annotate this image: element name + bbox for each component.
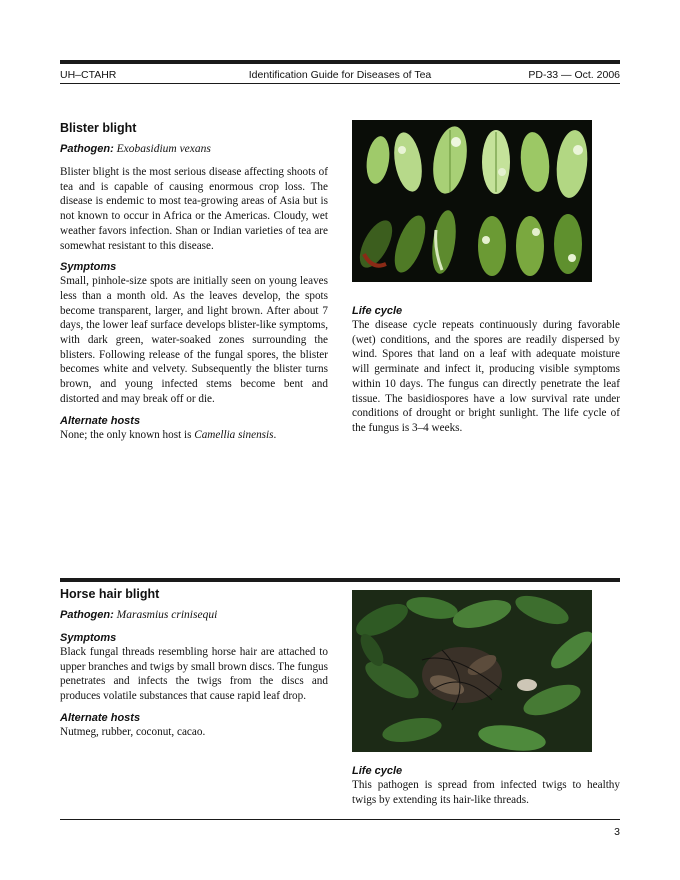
symptoms-paragraph: Black fungal threads resembling horse hair are attached to upper branches and twigs by small brown discs. The fungus penetrates and infects the twigs from the discs and produces volatile substances that cause rapid leaf drop.	[60, 646, 328, 703]
header-publication-id: PD-33 — Oct. 2006	[528, 69, 620, 81]
symptoms-heading: Symptoms	[60, 632, 117, 644]
section-title-horse-hair-blight: Horse hair blight	[60, 587, 160, 601]
alternate-hosts-suffix: .	[273, 428, 277, 441]
header-title: Identification Guide for Diseases of Tea	[248, 69, 432, 81]
page-number: 3	[614, 826, 620, 838]
header-rule	[60, 60, 620, 64]
alternate-hosts-paragraph	[60, 428, 328, 443]
pathogen-label: Pathogen:	[60, 609, 114, 621]
horse-hair-blight-left-column	[60, 586, 328, 740]
header-divider	[60, 83, 620, 84]
symptoms-paragraph: Small, pinhole-size spots are initially seen on young leaves less than a month old. As the leaves develop, the spots become transparent, larger, and light brown. After about 7 days, the lower leaf surface develops blister-like symptoms, with dark green, water-soaked zones surrounding the blisters. Following release of the fungal spores, the blister becomes white and velvety. Subsequently the blister turns brown, and young infected stems become bent and distorted and may break off or die.	[60, 275, 328, 405]
description-paragraph: Blister blight is the most serious disease affecting shoots of tea and is capable of causing enormous crop loss. The disease is endemic to most tea-growing areas of Asia but is not known to occur in Africa or the Americas. Cloudy, wet weather favors infection. Shan or Indian varieties of tea are somewhat resistant to this disease.	[60, 166, 328, 252]
lifecycle-paragraph: The disease cycle repeats continuously during favorable (wet) conditions, and the spores are readily dispersed by wind. Spores that land on a leaf with adequate moisture will germinate and infect it, producing visible symptoms within 10 days. The fungus can directly penetrate the leaf tissue. The basidiospores have a low survival rate under conditions of drought or bright sunlight. The life cycle of the fungus is 3–4 weeks.	[352, 319, 620, 434]
blister-blight-left-column	[60, 120, 328, 442]
pathogen-label: Pathogen:	[60, 143, 114, 155]
lifecycle-paragraph: This pathogen is spread from infected twigs to healthy twigs by extending its hair-like threads.	[352, 779, 620, 806]
header-org: UH–CTAHR	[60, 69, 117, 81]
blister-blight-photo	[352, 120, 592, 282]
blister-blight-right-column	[352, 304, 620, 436]
lifecycle-heading: Life cycle	[352, 765, 403, 777]
section-title-blister-blight: Blister blight	[60, 121, 137, 135]
pathogen-name: Marasmius crinisequi	[116, 609, 218, 621]
horse-hair-blight-right-column	[352, 764, 620, 807]
section-divider	[60, 578, 620, 582]
lifecycle-heading: Life cycle	[352, 305, 403, 317]
alternate-hosts-heading: Alternate hosts	[60, 414, 141, 427]
footer-divider	[60, 819, 620, 820]
host-species-name: Camellia sinensis	[194, 428, 274, 441]
alternate-hosts-text: None; the only known host is	[60, 428, 195, 441]
pathogen-name: Exobasidium vexans	[116, 143, 211, 155]
pathogen-line	[60, 608, 328, 623]
alternate-hosts-paragraph: Nutmeg, rubber, coconut, cacao.	[60, 725, 206, 738]
horse-hair-blight-photo	[352, 590, 592, 752]
symptoms-heading: Symptoms	[60, 261, 117, 274]
pathogen-line	[60, 142, 328, 157]
alternate-hosts-heading: Alternate hosts	[60, 711, 141, 724]
